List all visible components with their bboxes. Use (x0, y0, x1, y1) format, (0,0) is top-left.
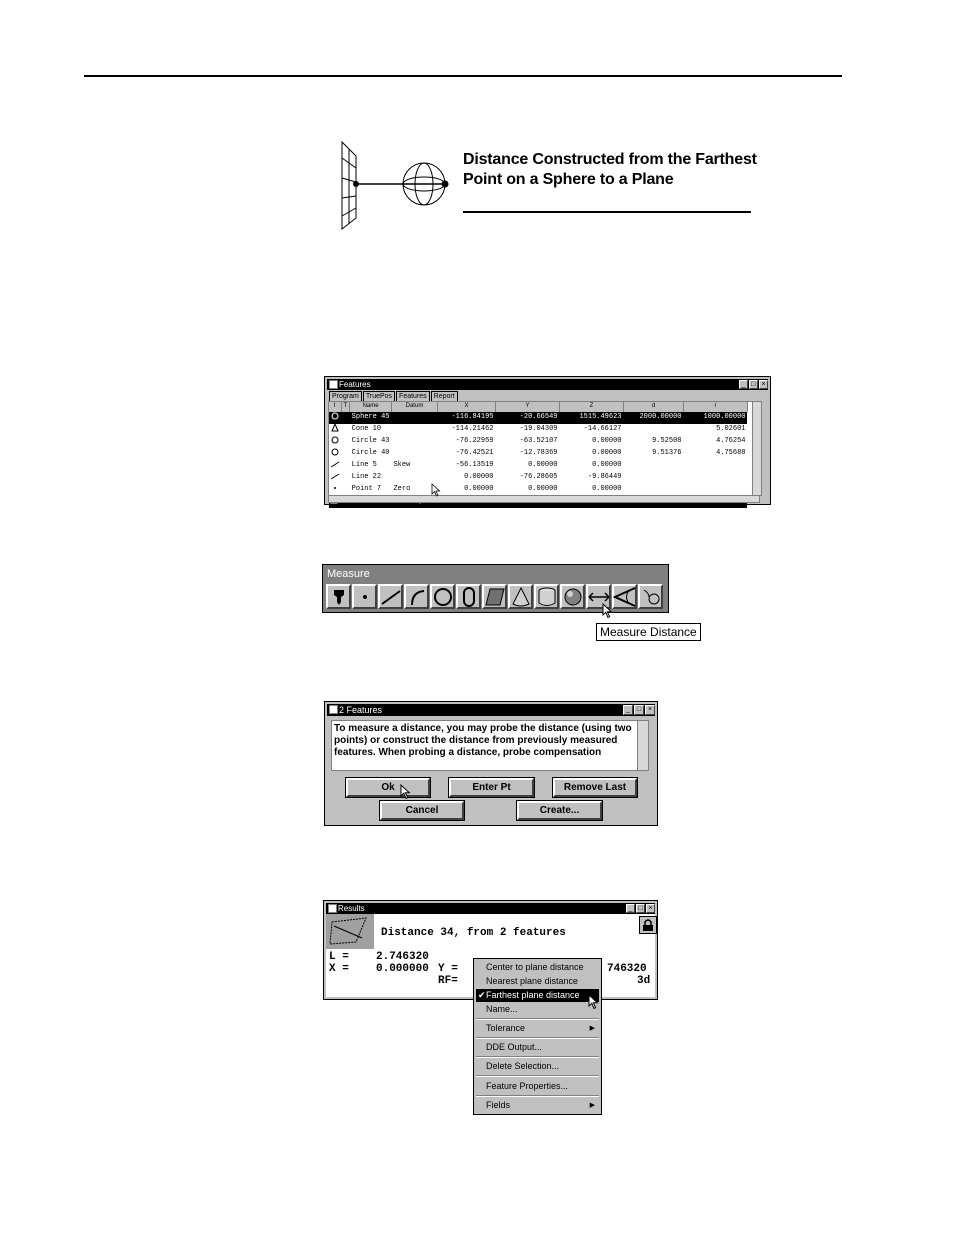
window-menu-icon[interactable] (329, 380, 338, 389)
dialog-message-text: To measure a distance, you may probe the distance (using two points) or construct the distance from previously measured features. When probing a distance, probe compensation (334, 723, 632, 758)
menu-item-name[interactable]: Name... (486, 1004, 518, 1014)
tab-features[interactable]: Features (396, 391, 430, 401)
cell-r: 4.76254 (716, 437, 746, 445)
cell-y: -20.66549 (495, 412, 559, 424)
cell-d: 9.51376 (652, 449, 682, 457)
window-menu-icon[interactable] (329, 705, 338, 714)
mouse-cursor-icon (588, 994, 599, 1010)
menu-item-feature-properties[interactable]: Feature Properties... (486, 1081, 569, 1091)
cell-datum: Skew (393, 461, 411, 469)
menu-item-fields[interactable] (476, 1099, 599, 1112)
context-menu (473, 958, 602, 1115)
cell-datum (391, 412, 437, 424)
cylinder-tool-button[interactable] (534, 584, 559, 609)
cell-z: 0.00000 (592, 485, 622, 493)
column-header[interactable]: I (329, 402, 341, 412)
measure-other-button[interactable] (638, 584, 663, 609)
cylinder-icon (537, 587, 557, 607)
message-scrollbar[interactable] (637, 721, 648, 770)
l-value: 2.746320 (376, 951, 429, 963)
cell-name: Point 7 (351, 485, 382, 493)
cell-d (623, 424, 683, 436)
close-button[interactable]: × (646, 904, 655, 913)
cell-type (341, 448, 350, 460)
cell-r: 4.75688 (716, 449, 746, 457)
vertical-scrollbar[interactable] (752, 402, 761, 495)
mouse-cursor-icon (400, 784, 411, 800)
sphere-to-plane-diagram (336, 138, 456, 233)
features-title: Features (339, 380, 371, 389)
column-header[interactable]: X (437, 402, 495, 412)
cell-d (623, 460, 683, 472)
minimize-button[interactable]: _ (626, 904, 635, 913)
cell-x: -56.13519 (455, 461, 494, 469)
cone-tool-button[interactable] (508, 584, 533, 609)
cell-r (683, 460, 747, 472)
measure-toolbar-title: Measure (327, 568, 370, 580)
features-table (329, 402, 748, 508)
cell-datum (391, 472, 437, 484)
cell-r (683, 472, 747, 484)
cell-x: -116.84195 (437, 412, 495, 424)
mouse-cursor-icon (431, 483, 441, 497)
measure-tools (326, 584, 664, 609)
column-header[interactable]: Y (495, 402, 559, 412)
menu-item-nearest-plane[interactable]: Nearest plane distance (486, 976, 579, 986)
cell-z: 1515.49623 (559, 412, 623, 424)
cell-y: 0.00000 (528, 485, 558, 493)
cell-d: 9.52508 (652, 437, 682, 445)
table-row[interactable] (329, 424, 747, 436)
table-row[interactable] (329, 484, 747, 496)
sphere-icon (563, 587, 583, 607)
line-icon (329, 460, 341, 472)
cell-x: 0.00000 (464, 473, 494, 481)
column-header[interactable]: r (683, 402, 747, 412)
menu-item-tolerance[interactable] (476, 1022, 599, 1035)
tab-report[interactable]: Report (431, 391, 458, 401)
table-header (329, 402, 747, 412)
lock-icon[interactable] (639, 916, 657, 934)
close-button[interactable]: × (645, 705, 655, 715)
dialog-title: 2 Features (339, 705, 383, 715)
cell-name: Sphere 45 (350, 412, 392, 424)
cell-name: Circle 43 (351, 437, 390, 445)
menu-item-label: Farthest plane distance (486, 990, 580, 1000)
cell-z: 0.00000 (592, 437, 622, 445)
cell-datum: Zero (393, 485, 411, 493)
line-icon (329, 472, 341, 484)
cell-x: -114.21462 (451, 425, 494, 433)
plane-tool-button[interactable] (482, 584, 507, 609)
minimize-button[interactable]: _ (739, 380, 748, 389)
column-header[interactable]: Name (350, 402, 392, 412)
table-row[interactable] (329, 436, 747, 448)
cancel-button[interactable]: Cancel (380, 801, 464, 820)
rf-label: RF= (438, 975, 458, 987)
line-tool-button[interactable] (378, 584, 403, 609)
ok-button[interactable]: Ok (346, 778, 430, 797)
cell-type (341, 436, 350, 448)
section-title: Distance Constructed from the Farthest Point on a Sphere to a Plane (463, 151, 757, 188)
maximize-button[interactable]: □ (636, 904, 645, 913)
features-grid (328, 401, 762, 496)
line-icon (381, 588, 401, 606)
probe-icon (331, 588, 347, 606)
results-heading: Distance 34, from 2 features (381, 927, 566, 939)
cell-type (341, 424, 350, 436)
circle-icon (329, 448, 341, 460)
circle-tool-button[interactable] (430, 584, 455, 609)
table-row[interactable] (329, 412, 747, 424)
point-icon (329, 484, 341, 496)
point-tool-button[interactable] (352, 584, 377, 609)
menu-separator (476, 1095, 599, 1097)
menu-separator (476, 1075, 599, 1077)
top-rule (84, 75, 842, 77)
results-title: Results (338, 904, 365, 913)
probe-tool-button[interactable] (326, 584, 351, 609)
cell-y: -19.04309 (519, 425, 558, 433)
menu-item-center-to-plane[interactable]: Center to plane distance (486, 962, 584, 972)
submenu-arrow-icon: ▶ (589, 1102, 595, 1109)
cell-name: Circle 40 (351, 449, 390, 457)
cell-z: -14.66127 (583, 425, 622, 433)
close-button[interactable]: × (759, 380, 768, 389)
cell-y: 0.00000 (528, 461, 558, 469)
cell-datum (391, 436, 437, 448)
slot-tool-button[interactable] (456, 584, 481, 609)
plane-icon (485, 587, 505, 607)
window-menu-icon[interactable] (328, 904, 337, 913)
cell-name: Line 22 (351, 473, 382, 481)
cell-r (683, 484, 747, 496)
cell-datum (391, 448, 437, 460)
mouse-cursor-icon (602, 603, 613, 619)
x-value: 0.000000 (376, 963, 429, 975)
menu-item-farthest-plane[interactable] (476, 989, 599, 1002)
cell-z: 0.00000 (592, 449, 622, 457)
slot-icon (461, 587, 477, 607)
enter-pt-button[interactable]: Enter Pt (449, 778, 534, 797)
menu-item-delete-selection[interactable]: Delete Selection... (486, 1061, 560, 1071)
cell-y: -63.52107 (519, 437, 558, 445)
cell-z: 0.00000 (592, 461, 622, 469)
dialog-titlebar (327, 704, 655, 716)
cone-icon (329, 424, 341, 436)
cell-z: -9.86449 (587, 473, 622, 481)
sphere-tool-button[interactable] (560, 584, 585, 609)
measure-toolbar (322, 564, 669, 613)
cell-y: -76.28605 (519, 473, 558, 481)
column-header[interactable]: d (623, 402, 683, 412)
dialog-message (331, 720, 649, 771)
cell-type (341, 412, 350, 424)
features-window (324, 376, 771, 505)
knot-icon (641, 587, 661, 607)
angle-icon (614, 587, 636, 607)
remove-last-button[interactable]: Remove Last (553, 778, 637, 797)
measure-distance-tooltip: Measure Distance (596, 623, 701, 641)
circle-icon (433, 587, 453, 607)
tab-program[interactable]: Program (329, 391, 362, 401)
cell-name: Line 5 (351, 461, 377, 469)
x-label: X = (329, 963, 349, 975)
cell-d: 2000.00000 (623, 412, 683, 424)
menu-separator (476, 1056, 599, 1058)
title-underline (463, 211, 751, 213)
sphere-icon (329, 412, 341, 424)
l-label: L = (329, 951, 349, 963)
table-row[interactable] (329, 472, 747, 484)
cell-x: -76.22959 (455, 437, 494, 445)
cell-x: 0.00000 (464, 485, 494, 493)
menu-item-dde-output[interactable]: DDE Output... (486, 1042, 543, 1052)
circle-icon (329, 436, 341, 448)
menu-item-label: Tolerance (486, 1023, 526, 1033)
horizontal-scrollbar[interactable] (328, 495, 760, 503)
arc-icon (408, 588, 426, 606)
cell-d (623, 472, 683, 484)
cell-datum (391, 424, 437, 436)
point-icon (357, 589, 373, 605)
column-header[interactable]: Z (559, 402, 623, 412)
cell-type (341, 460, 350, 472)
y-label: Y = (438, 963, 458, 975)
maximize-button[interactable]: □ (749, 380, 758, 389)
cell-x: -76.42521 (455, 449, 494, 457)
column-header[interactable]: Datum (391, 402, 437, 412)
distance-arrow-icon (588, 591, 610, 603)
results-titlebar (326, 903, 655, 914)
cell-type (341, 484, 350, 496)
table-row[interactable] (329, 460, 747, 472)
cell-r: 1000.00000 (683, 412, 747, 424)
checkmark-icon: ✔ (478, 990, 486, 1000)
y-value: 746320 (607, 963, 647, 975)
menu-separator (476, 1037, 599, 1039)
measure-angle-button[interactable] (612, 584, 637, 609)
menu-separator (476, 1018, 599, 1020)
distance-thumbnail-icon (326, 914, 374, 949)
create-button[interactable]: Create... (517, 801, 602, 820)
menu-item-label: Fields (486, 1100, 511, 1110)
column-header[interactable]: T (341, 402, 350, 412)
cone-icon (511, 587, 531, 607)
features-tabs (329, 391, 459, 401)
tab-truepos[interactable]: TruePos (363, 391, 395, 401)
maximize-button[interactable]: □ (634, 705, 644, 715)
minimize-button[interactable]: _ (623, 705, 633, 715)
features-titlebar (327, 379, 768, 390)
arc-tool-button[interactable] (404, 584, 429, 609)
cell-type (341, 472, 350, 484)
table-row[interactable] (329, 448, 747, 460)
cell-d (623, 484, 683, 496)
rf-value: 3d (637, 975, 651, 987)
two-features-dialog (324, 701, 658, 826)
cell-y: -12.78369 (519, 449, 558, 457)
cell-name: Cone 10 (351, 425, 382, 433)
submenu-arrow-icon: ▶ (589, 1025, 595, 1032)
cell-r: 5.02601 (716, 425, 746, 433)
